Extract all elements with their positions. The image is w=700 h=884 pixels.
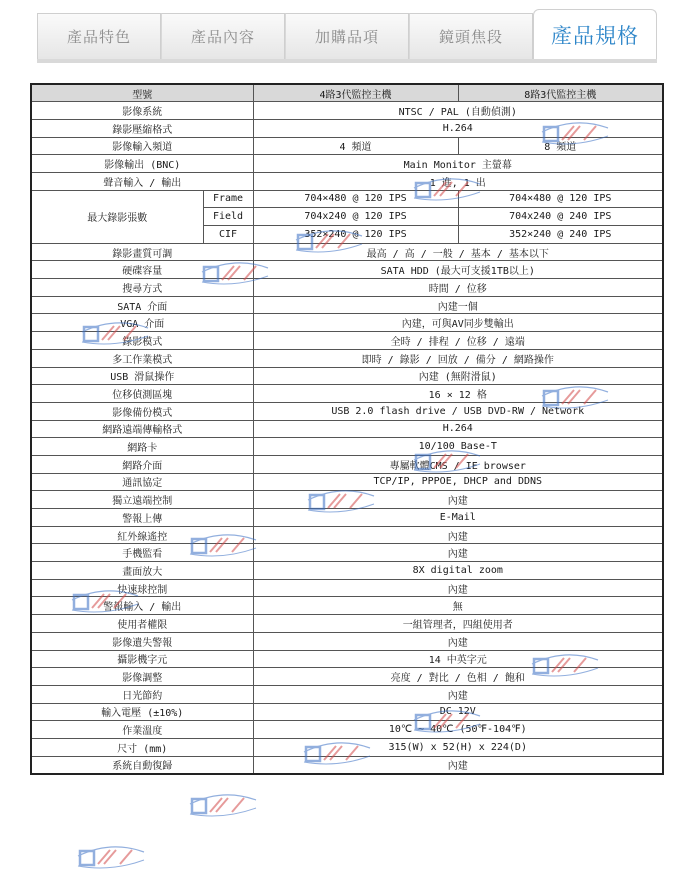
row-label: 畫面放大 <box>31 562 253 580</box>
table-row <box>31 155 663 173</box>
tab-addons[interactable]: 加購品項 <box>285 13 409 59</box>
table-row <box>31 102 663 120</box>
row-label: 紅外線遙控 <box>31 526 253 544</box>
row-label: 影像輸入頻道 <box>31 137 253 155</box>
row-label: 日光節約 <box>31 685 253 703</box>
table-row <box>31 137 663 155</box>
header-8ch: 8路3代監控主機 <box>458 84 663 102</box>
table-row <box>31 491 663 509</box>
row-value: 16 × 12 格 <box>253 385 663 403</box>
row-sublabel: Field <box>203 208 253 226</box>
row-value: DC 12V <box>253 703 663 721</box>
row-label: 輸入電壓 (±10%) <box>31 703 253 721</box>
row-value: 內建 <box>253 632 663 650</box>
row-label: SATA 介面 <box>31 296 253 314</box>
row-label: 通訊協定 <box>31 473 253 491</box>
row-label: 影像遺失警報 <box>31 632 253 650</box>
row-value: 時間 / 位移 <box>253 279 663 297</box>
table-row <box>31 402 663 420</box>
tab-lens[interactable]: 鏡頭焦段 <box>409 13 533 59</box>
table-row <box>31 172 663 190</box>
row-label: 影像輸出 (BNC) <box>31 155 253 173</box>
table-row <box>31 385 663 403</box>
row-value: 內建 <box>253 685 663 703</box>
row-label: 多工作業模式 <box>31 349 253 367</box>
table-row <box>31 190 663 208</box>
row-value: 315(W) x 52(H) x 224(D) <box>253 738 663 756</box>
row-label: 聲音輸入 / 輸出 <box>31 172 253 190</box>
table-row <box>31 332 663 350</box>
table-row <box>31 119 663 137</box>
tab-underline <box>37 59 657 63</box>
table-row <box>31 685 663 703</box>
tab-specs[interactable]: 產品規格 <box>533 9 657 59</box>
table-row <box>31 597 663 615</box>
row-label: 攝影機字元 <box>31 650 253 668</box>
row-value: NTSC / PAL (自動偵測) <box>253 102 663 120</box>
table-row <box>31 562 663 580</box>
table-header-row <box>31 84 663 102</box>
table-row <box>31 420 663 438</box>
row-sublabel: Frame <box>203 190 253 208</box>
row-value-8ch: 8 頻道 <box>458 137 663 155</box>
table-row <box>31 473 663 491</box>
row-value: 1 進, 1 出 <box>253 172 663 190</box>
tab-bar <box>37 9 657 59</box>
row-value-4ch: 4 頻道 <box>253 137 458 155</box>
row-value: 10℃ ~ 40℃ (50℉-104℉) <box>253 721 663 739</box>
header-4ch: 4路3代監控主機 <box>253 84 458 102</box>
row-label: 使用者權限 <box>31 615 253 633</box>
row-value: 內建 (無附滑鼠) <box>253 367 663 385</box>
table-row <box>31 632 663 650</box>
row-label: 影像系統 <box>31 102 253 120</box>
row-value: SATA HDD (最大可支援1TB以上) <box>253 261 663 279</box>
row-label: 最大錄影張數 <box>31 190 203 243</box>
row-value: H.264 <box>253 420 663 438</box>
row-label: USB 滑鼠操作 <box>31 367 253 385</box>
row-label: 網路卡 <box>31 438 253 456</box>
row-value-8ch: 704×480 @ 120 IPS <box>458 190 663 208</box>
row-label: 快速球控制 <box>31 579 253 597</box>
row-label: 影像備份模式 <box>31 402 253 420</box>
spec-table <box>30 83 664 775</box>
row-value: 內建 <box>253 579 663 597</box>
watermark-logo-icon <box>188 790 258 818</box>
row-label: 尺寸 (mm) <box>31 738 253 756</box>
table-row <box>31 261 663 279</box>
row-label: 錄影壓縮格式 <box>31 119 253 137</box>
table-row <box>31 738 663 756</box>
row-value: 內建一個 <box>253 296 663 314</box>
row-value: 8X digital zoom <box>253 562 663 580</box>
row-value-8ch: 704x240 @ 240 IPS <box>458 208 663 226</box>
row-value: TCP/IP, PPPOE, DHCP and DDNS <box>253 473 663 491</box>
row-label: 錄影畫質可調 <box>31 243 253 261</box>
table-row <box>31 703 663 721</box>
row-value: 內建 <box>253 544 663 562</box>
header-model: 型號 <box>31 84 253 102</box>
row-value: 無 <box>253 597 663 615</box>
row-value: 全時 / 排程 / 位移 / 遠端 <box>253 332 663 350</box>
row-value: 最高 / 高 / 一般 / 基本 / 基本以下 <box>253 243 663 261</box>
row-value: E-Mail <box>253 509 663 527</box>
table-row <box>31 526 663 544</box>
table-row <box>31 615 663 633</box>
row-value: 14 中英字元 <box>253 650 663 668</box>
row-label: 警報上傳 <box>31 509 253 527</box>
row-label: VGA 介面 <box>31 314 253 332</box>
row-label: 錄影模式 <box>31 332 253 350</box>
table-row <box>31 544 663 562</box>
row-value-4ch: 704x240 @ 120 IPS <box>253 208 458 226</box>
row-value: 內建 <box>253 526 663 544</box>
table-row <box>31 650 663 668</box>
table-row <box>31 296 663 314</box>
table-row <box>31 438 663 456</box>
row-label: 作業溫度 <box>31 721 253 739</box>
row-label: 影像調整 <box>31 668 253 686</box>
row-value: 亮度 / 對比 / 色相 / 飽和 <box>253 668 663 686</box>
row-value: 內建 <box>253 491 663 509</box>
row-value: 專屬軟體CMS / IE browser <box>253 455 663 473</box>
row-value: 10/100 Base-T <box>253 438 663 456</box>
row-value: H.264 <box>253 119 663 137</box>
row-label: 網路遠端傳輸格式 <box>31 420 253 438</box>
row-value-4ch: 704×480 @ 120 IPS <box>253 190 458 208</box>
watermark-logo-icon <box>76 842 146 870</box>
table-row <box>31 349 663 367</box>
table-row <box>31 367 663 385</box>
table-row <box>31 509 663 527</box>
tab-contents[interactable]: 產品內容 <box>161 13 285 59</box>
row-label: 獨立遠端控制 <box>31 491 253 509</box>
table-row <box>31 721 663 739</box>
row-value-8ch: 352×240 @ 240 IPS <box>458 226 663 244</box>
table-row <box>31 668 663 686</box>
row-value: 內建 <box>253 756 663 774</box>
table-row <box>31 279 663 297</box>
table-row <box>31 756 663 774</box>
row-label: 硬碟容量 <box>31 261 253 279</box>
row-label: 警報輸入 / 輸出 <box>31 597 253 615</box>
table-row <box>31 579 663 597</box>
row-label: 位移偵測區塊 <box>31 385 253 403</box>
table-row <box>31 455 663 473</box>
row-label: 網路介面 <box>31 455 253 473</box>
table-row <box>31 314 663 332</box>
row-sublabel: CIF <box>203 226 253 244</box>
table-row <box>31 243 663 261</box>
row-label: 手機監看 <box>31 544 253 562</box>
row-value: 一組管理者，四組使用者 <box>253 615 663 633</box>
row-value: USB 2.0 flash drive / USB DVD-RW / Network <box>253 402 663 420</box>
row-value: 內建，可與AV同步雙輸出 <box>253 314 663 332</box>
row-value: 即時 / 錄影 / 回放 / 備分 / 網路操作 <box>253 349 663 367</box>
row-value-4ch: 352×240 @ 120 IPS <box>253 226 458 244</box>
row-label: 搜尋方式 <box>31 279 253 297</box>
tab-features[interactable]: 產品特色 <box>37 13 161 59</box>
row-value: Main Monitor 主螢幕 <box>253 155 663 173</box>
row-label: 系統自動復歸 <box>31 756 253 774</box>
